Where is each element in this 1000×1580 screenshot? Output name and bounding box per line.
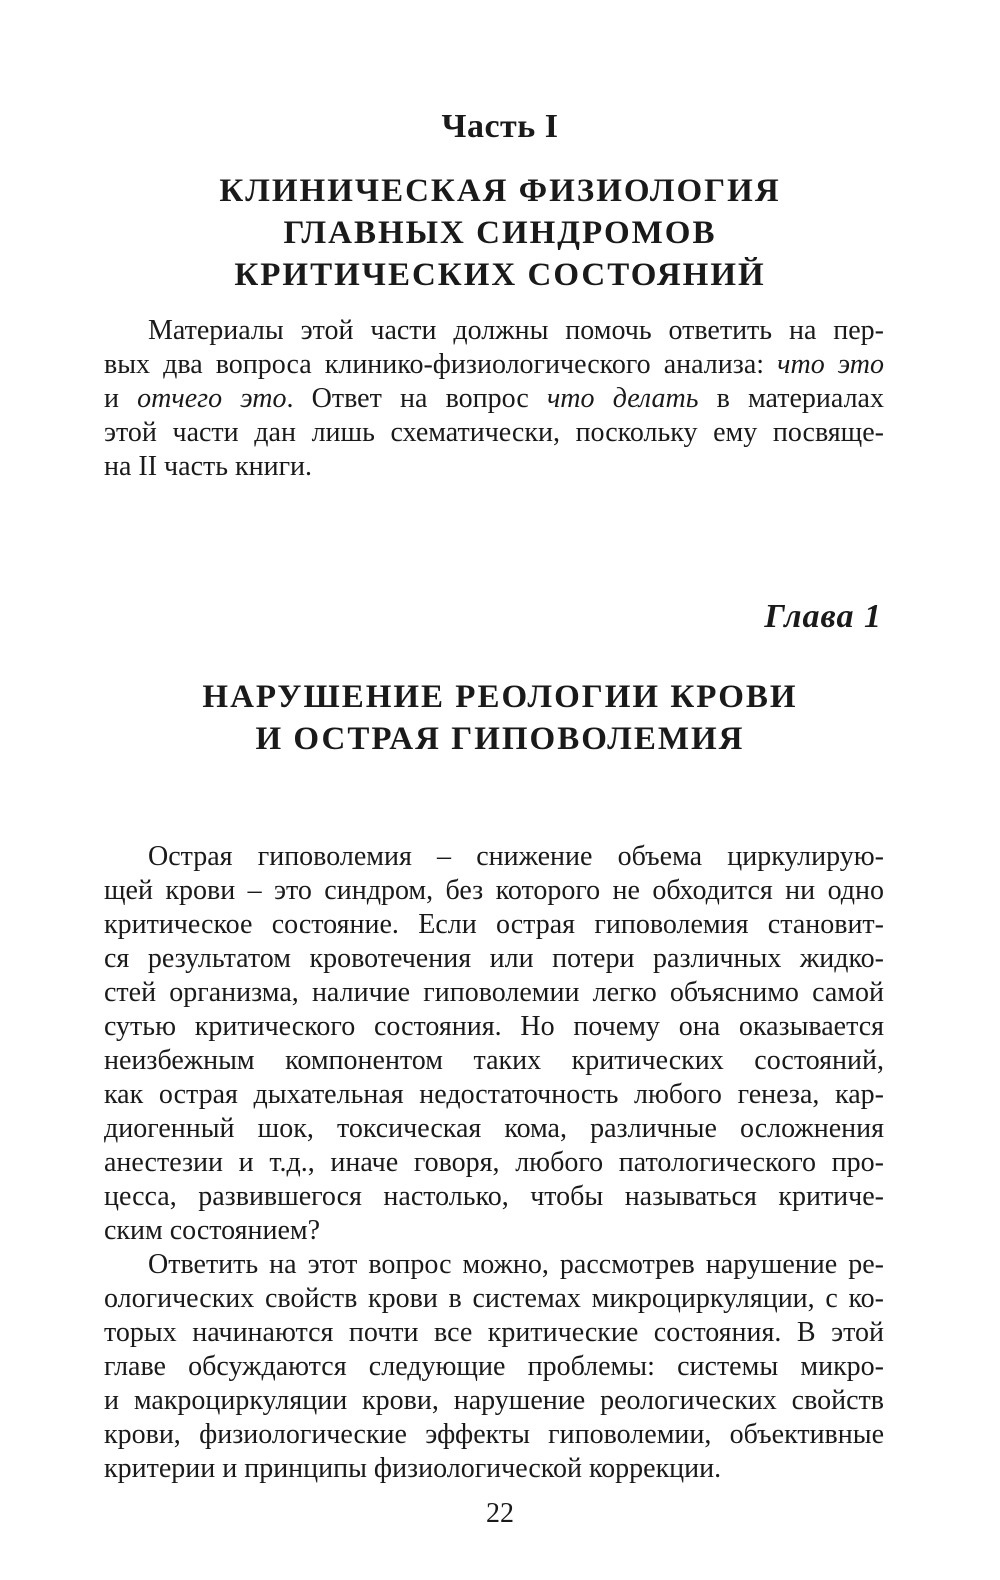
- body-line: как острая дыхательная недостаточность любого генеза, кар-: [104, 1079, 884, 1110]
- body-line: критерии и принципы физиологической коррекции.: [104, 1453, 722, 1484]
- body-line: ся результатом кровотечения или потери различных жидко-: [104, 943, 884, 974]
- body-line: ским состоянием?: [104, 1215, 321, 1246]
- part-title-line: ГЛАВНЫХ СИНДРОМОВ: [283, 215, 717, 251]
- part-label: Часть I: [441, 108, 559, 145]
- body-line: критическое состояние. Если острая гиповолемия становит-: [104, 909, 884, 940]
- intro-text: в материалах: [698, 383, 884, 414]
- intro-text: . Ответ на вопрос: [286, 383, 547, 414]
- intro-line: этой части дан лишь схематически, поскольку ему посвяще-: [104, 417, 884, 448]
- chapter-title-line: И ОСТРАЯ ГИПОВОЛЕМИЯ: [255, 721, 745, 757]
- body-line: торых начинаются почти все критические состояния. В этой: [104, 1317, 884, 1348]
- part-title-line: КРИТИЧЕСКИХ СОСТОЯНИЙ: [234, 257, 766, 293]
- paragraph-1: [104, 840, 884, 1248]
- intro-emphasis: что делать: [546, 383, 699, 414]
- body-line: ологических свойств крови в системах микроциркуляции, с ко-: [104, 1283, 884, 1314]
- chapter-body: [104, 840, 884, 1486]
- intro-line: [104, 348, 884, 382]
- body-line: цесса, развившегося настолько, чтобы называться критиче-: [104, 1181, 884, 1212]
- intro-line: Материалы этой части должны помочь ответить на пер-: [148, 315, 884, 346]
- intro-line: на II часть книги.: [104, 451, 313, 482]
- chapter-label: Глава 1: [764, 598, 882, 635]
- intro-text: вых два вопроса клинико-физиологического анализа:: [104, 349, 778, 380]
- intro-emphasis: что это: [777, 349, 884, 380]
- body-line: и макроциркуляции крови, нарушение реологических свойств: [104, 1385, 884, 1416]
- body-line: стей организма, наличие гиповолемии легко объяснимо самой: [104, 977, 884, 1008]
- paragraph-2: [104, 1248, 884, 1486]
- body-line: анестезии и т.д., иначе говоря, любого патологического про-: [104, 1147, 884, 1178]
- body-line: главе обсуждаются следующие проблемы: системы микро-: [104, 1351, 884, 1382]
- body-line: крови, физиологические эффекты гиповолемии, объективные: [104, 1419, 884, 1450]
- part-title: [0, 170, 1000, 296]
- body-line: Острая гиповолемия – снижение объема циркулирую-: [148, 841, 884, 872]
- page-number: 22: [486, 1498, 514, 1529]
- intro-emphasis: отчего это: [137, 383, 287, 414]
- body-line: щей крови – это синдром, без которого не обходится ни одно: [104, 875, 884, 906]
- body-line: диогенный шок, токсическая кома, различные осложнения: [104, 1113, 884, 1144]
- body-line: неизбежным компонентом таких критических состояний,: [104, 1045, 884, 1076]
- body-line: сутью критического состояния. Но почему она оказывается: [104, 1011, 884, 1042]
- part-title-line: КЛИНИЧЕСКАЯ ФИЗИОЛОГИЯ: [219, 173, 781, 209]
- intro-text: и: [104, 383, 138, 414]
- intro-line: [104, 382, 884, 416]
- chapter-title: [0, 676, 1000, 760]
- body-line: Ответить на этот вопрос можно, рассмотрев нарушение ре-: [148, 1249, 884, 1280]
- chapter-title-line: НАРУШЕНИЕ РЕОЛОГИИ КРОВИ: [202, 679, 798, 715]
- part-intro: [104, 314, 884, 484]
